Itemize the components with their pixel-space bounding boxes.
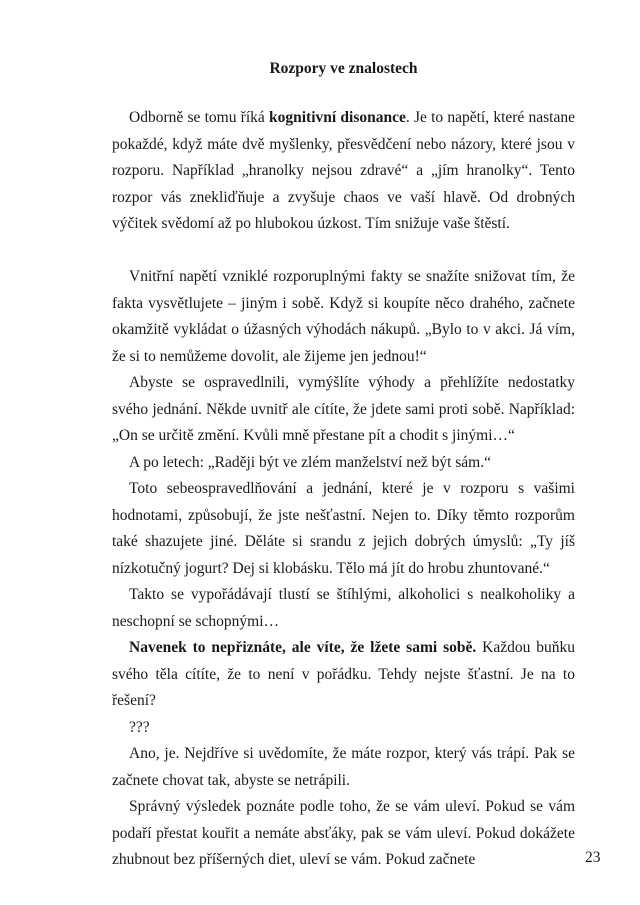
paragraph-2: Vnitřní napětí vzniklé rozporuplnými fakty se snažíte snižovat tím, že fakta vysvětlujete – jiným i sobě. Když si koupíte něco drahého, začnete okamžitě vykládat o úžasných výhodách nákupů. „Bylo to v akci. Já vím, že si to nemůžeme dovolit, ale žijeme jen jednou!“ xyxy=(112,268,575,365)
paragraph-6: Takto se vypořádávají tlustí se štíhlými, alkoholici s nealkoholiky a neschopní se schopnými… xyxy=(112,586,575,630)
paragraph-10: Správný výsledek poznáte podle toho, že se vám uleví. Pokud se vám podaří přestat kouřit a nemáte absťáky, pak se vám uleví. Pokud dokážete zhubnout bez příšerných diet, uleví se vám. Pokud začnete xyxy=(112,798,575,868)
paragraph-3: Abyste se ospravedlnili, vymýšlíte výhody a přehlížíte nedostatky svého jednání. Někde uvnitř ale cítíte, že jdete sami proti sobě. Například: „On se určitě změní. Kvůli mně přestane pít a chodit s jinými…“ xyxy=(112,374,575,444)
emphasis-sentence: Navenek to nepřiznáte, ale víte, že lžete sami sobě. xyxy=(129,639,477,656)
paragraph-8: ??? xyxy=(129,718,150,736)
paragraph-5: Toto sebeospravedlňování a jednání, které je v rozporu s vašimi hodnotami, způsobují, že jste nešťastní. Nejen to. Díky těmto rozporům také shazujete jiné. Děláte si srandu z jejich dobrých úmyslů: „Ty jíš nízkotučný jogurt? Dej si klobásku. Tělo má jít do hrobu zhuntované.“ xyxy=(112,480,575,577)
paragraph-4: A po letech: „Raději být ve zlém manželství než být sám.“ xyxy=(129,453,491,471)
page-number: 23 xyxy=(585,849,601,866)
body-text xyxy=(112,105,575,874)
paragraph-1: Odborně se tomu říká kognitivní disonance. Je to napětí, které nastane pokaždé, když máte dvě myšlenky, přesvědčení nebo názory, které jsou v rozporu. Například „hranolky nejsou zdravé“ a „jím hranolky“. Tento rozpor vás znekliďňuje a zvyšuje chaos ve vaší hlavě. Od drobných výčitek svědomí až po hlubokou úzkost. Tím snižuje vaše štěstí. xyxy=(112,109,575,232)
emphasis-term: kognitivní disonance xyxy=(268,109,406,126)
paragraph-9: Ano, je. Nejdříve si uvědomíte, že máte rozpor, který vás trápí. Pak se začnete chovat tak, abyste se netrápili. xyxy=(112,745,575,789)
paragraph-7: Navenek to nepřiznáte, ale víte, že lžete sami sobě. Každou buňku svého těla cítíte, že to není v pořádku. Tehdy nejste šťastní. Je na to řešení? xyxy=(112,639,576,709)
chapter-heading: Rozpory ve znalostech xyxy=(269,60,418,77)
